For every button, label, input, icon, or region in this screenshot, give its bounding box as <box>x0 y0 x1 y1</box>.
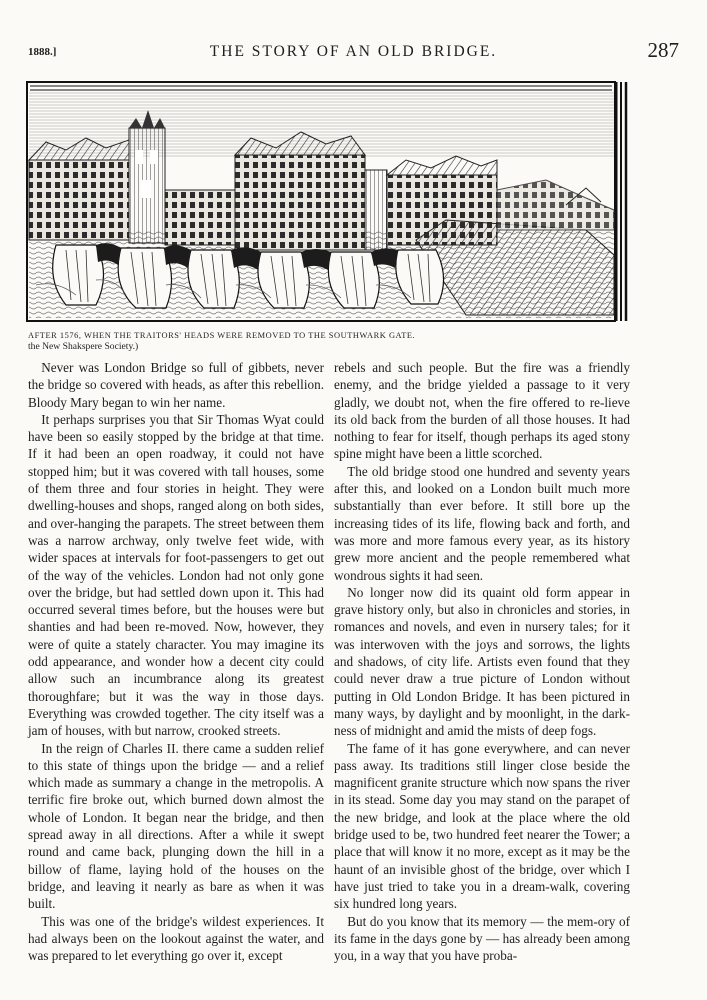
issue-year: 1888.] <box>28 46 57 58</box>
page-number: 287 <box>647 38 679 62</box>
running-title: THE STORY OF AN OLD BRIDGE. <box>209 43 498 60</box>
running-header <box>28 38 679 68</box>
caption-main-text: AFTER 1576, WHEN THE TRAITORS' HEADS WERE REMOVED TO THE SOUTHWARK GATE. <box>28 331 416 340</box>
paragraph: The fame of it has gone everywhere, and can never pass away. Its traditions still linger close beside the magnificent granite structure which now spans the river in its stead. Some day you may stand on the parapet of the new bridge, and look at the place where the old bridge used to be, two hundred feet nearer the Tower; a place that will know it no more, except as it may be the haunt of an invisible ghost of the bridge, over which I have just tried to take you in a dream-walk, covering six hundred long years. <box>334 740 630 912</box>
paragraph: In the reign of Charles II. there came a sudden relief to this state of things upon the bridge — and a relief which made as summary a change in the metropolis. A terrific fire broke out, which burned down almost the whole of London. It began near the bridge, and then spread away in all directions. After a while it swept round and came back, plunging down the hill in a billow of flame, laying hold of the houses on the bridge, and leaving it nearly as bare as when it was built. <box>28 740 324 912</box>
bridge-engraving <box>26 80 630 323</box>
paragraph: This was one of the bridge's wildest experiences. It had always been on the lookout against the water, and was prepared to let everything go over it, except <box>28 913 324 964</box>
paragraph: But do you know that its memory — the mem-ory of its fame in the days gone by — has already been among you, in a way that you have proba- <box>334 913 630 964</box>
illustration-caption <box>28 330 628 353</box>
paragraph: Never was London Bridge so full of gibbets, never the bridge so covered with heads, as after this rebellion. Bloody Mary began to win her name. <box>28 360 324 410</box>
text-column-left <box>28 359 324 964</box>
text-column-right <box>334 359 630 964</box>
paragraph: It perhaps surprises you that Sir Thomas Wyat could have been so easily stopped by the bridge at that time. If it had been an open roadway, it could not have stopped him; but it was covered with tall houses, some of them three and four stories in height. They were dwelling-houses and shops, ranged along on both sides, and over-hanging the parapets. The street between them was a narrow archway, only twelve feet wide, with wider spaces at intervals for foot-passengers to get out of the way of the vehicles. London had not only gone over the bridge, but had settled down upon it. This had occurred several times before, but the houses were but shanties and had been re-moved. Now, however, they were of quite a stately character. You may imagine its odd appearance, and wonder how a decent city could allow such an incumbrance along its greatest thoroughfare; but it was the way in those days. Everything was crowded together. The city itself was a jam of houses, with but narrow, crooked streets. <box>28 411 324 739</box>
paragraph: The old bridge stood one hundred and seventy years after this, and looked on a London built much more substantially than ever before. It still bore up the increasing tides of its life, flowing back and forth, and was more and more famous every year, as its history grew more ancient and the people remembered what wondrous sights it had seen. <box>334 463 630 583</box>
bridge-engraving-svg <box>26 80 630 323</box>
caption-credit-text: the New Shakspere Society.) <box>28 341 139 352</box>
paragraph-continued: rebels and such people. But the fire was a friendly enemy, and the bridge yielded a passage to it very gladly, we doubt not, when the fire offered to re-lieve its old back from the burden of all those houses. It had nothing to fear for itself, though perhaps its aged stony spine might have been a little scorched. <box>334 360 630 462</box>
paragraph: No longer now did its quaint old form appear in grave history only, but also in chronicles and stories, in romances and novels, and even in nursery tales; for it was interwoven with the joys and sorrows, the lights and shadows, of city life. Artists even found that they could never draw a true picture of London without putting in Old London Bridge. It has been pictured in many ways, by daylight and by moonlight, in the dark-ness of midnight and amid the mists of deep fogs. <box>334 584 630 739</box>
